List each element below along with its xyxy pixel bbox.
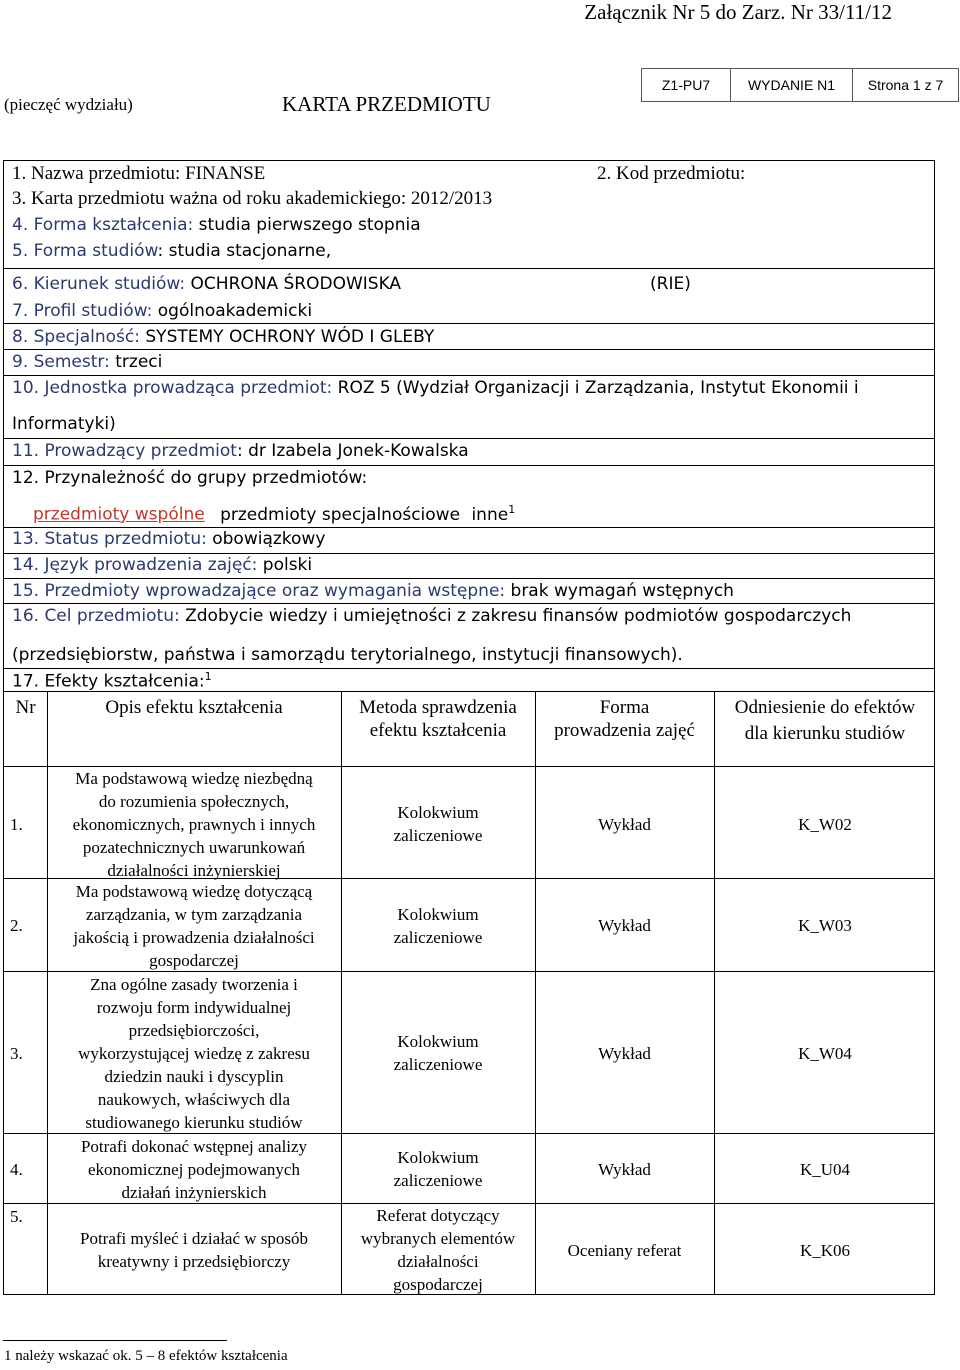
divider	[4, 578, 934, 579]
divider	[4, 375, 934, 376]
field-label: 11. Prowadzący przedmiot	[12, 441, 237, 461]
attachment-note: Załącznik Nr 5 do Zarz. Nr 33/11/12	[584, 0, 892, 24]
header-nr: Nr	[15, 697, 36, 718]
table-row	[4, 879, 934, 972]
class-form: Wykład	[598, 916, 651, 935]
field-value: OCHRONA ŚRODOWISKA	[190, 274, 402, 294]
verification-method-line: Referat dotyczący	[376, 1206, 500, 1225]
field-course-status	[12, 529, 325, 549]
document-page: Strona 1 z 7	[867, 77, 944, 93]
field-field-code: (RIE)	[650, 274, 691, 294]
field-value: ROZ 5 (Wydział Organizacji i Zarządzania, Instytut Ekonomii i	[337, 378, 859, 398]
document-edition: WYDANIE N1	[731, 69, 853, 101]
faculty-stamp-label: (pieczęć wydziału)	[4, 95, 133, 114]
verification-method-line: zaliczeniowe	[393, 826, 483, 845]
outcome-description	[47, 1134, 341, 1204]
divider	[4, 323, 934, 324]
field-label: 17. Efekty kształcenia:	[12, 671, 205, 692]
outcome-description-line: ekonomicznej podejmowanych	[88, 1159, 300, 1179]
field-unit-continued: Informatyki)	[12, 414, 116, 434]
field-value: studia pierwszego stopnia	[198, 215, 421, 235]
verification-method-line: Kolokwium	[397, 803, 479, 822]
outcome-reference: K_K06	[799, 1240, 851, 1260]
verification-method	[341, 972, 535, 1134]
field-label: 7. Profil studiów:	[12, 301, 158, 321]
field-lecturer	[12, 441, 469, 461]
field-course-group: 12. Przynależność do grupy przedmiotów:	[12, 468, 368, 488]
class-form: Oceniany referat	[567, 1240, 682, 1260]
field-value: : dr Izabela Jonek-Kowalska	[236, 441, 469, 461]
outcome-description-line: gospodarczej	[149, 950, 239, 970]
verification-method-line: Kolokwium	[397, 1148, 479, 1167]
outcome-description-line: kreatywny i przedsiębiorczy	[97, 1252, 291, 1271]
outcome-description-line: do rozumienia społecznych,	[98, 791, 290, 811]
outcome-description-line: rozwoju form indywidualnej	[96, 997, 292, 1017]
header-reference-line: Odniesienie do efektów	[734, 697, 916, 718]
field-value: obowiązkowy	[212, 529, 326, 549]
row-number: 4.	[10, 1159, 23, 1179]
outcome-reference: K_W04	[798, 1043, 852, 1063]
verification-method	[341, 1204, 535, 1296]
verification-method	[341, 1134, 535, 1204]
outcome-description-line: studiowanego kierunku studiów	[85, 1112, 303, 1132]
field-field-of-study	[12, 274, 401, 294]
row-number: 1.	[10, 814, 23, 834]
field-value: brak wymagań wstępnych	[510, 581, 734, 601]
outcome-description-line: działalności inżynierskiej	[107, 860, 281, 880]
outcome-description-line: Ma podstawową wiedzę dotyczącą	[75, 881, 313, 901]
field-learning-outcomes	[12, 670, 212, 692]
header-method	[341, 696, 535, 742]
field-prerequisites	[12, 581, 734, 601]
outcome-description-line: pozatechnicznych uwarunkowań	[82, 837, 306, 857]
header-form	[535, 696, 714, 742]
field-value: SYSTEMY OCHRONY WÓD I GLEBY	[145, 327, 435, 347]
row-number: 2.	[10, 916, 23, 935]
field-course-goal-continued: (przedsiębiorstw, państwa i samorządu terytorialnego, instytucji finansowych).	[12, 645, 683, 665]
field-label: 15. Przedmioty wprowadzające oraz wymagania wstępne:	[12, 581, 511, 601]
table-row	[4, 1134, 934, 1204]
field-label: 5. Forma studiów	[12, 241, 158, 261]
footnote: 1 należy wskazać ok. 5 – 8 efektów kształcenia	[4, 1348, 288, 1364]
field-label: 16. Cel przedmiotu:	[12, 606, 186, 626]
header-reference	[714, 696, 936, 745]
outcome-description-line: przedsiębiorczości,	[128, 1020, 260, 1040]
outcome-description-line: zarządzania, w tym zarządzania	[85, 904, 303, 924]
outcome-description-line: działań inżynierskich	[121, 1182, 267, 1202]
field-label: 13. Status przedmiotu:	[12, 529, 213, 549]
outcome-description	[47, 769, 341, 879]
table-row	[4, 1204, 934, 1296]
verification-method	[341, 879, 535, 972]
outcome-description-line: Potrafi myśleć i działać w sposób	[79, 1229, 309, 1248]
option-specialization-courses: przedmioty specjalnościowe	[220, 504, 461, 525]
field-course-goal	[12, 606, 851, 626]
field-value: : studia stacjonarne,	[157, 241, 332, 261]
footnote-ref: 1	[508, 503, 516, 516]
field-value: trzeci	[115, 352, 163, 372]
header-method-line: Metoda sprawdzenia	[359, 697, 517, 718]
class-form: Wykład	[598, 1159, 651, 1179]
outcome-description	[47, 972, 341, 1134]
outcome-description-line: jakością i prowadzenia działalności	[73, 927, 315, 947]
verification-method-line: zaliczeniowe	[393, 1171, 483, 1190]
verification-method-line: gospodarczej	[393, 1275, 483, 1294]
outcome-description-line: naukowych, właściwych dla	[97, 1089, 291, 1109]
outcome-reference: K_W02	[798, 814, 852, 834]
field-education-form	[12, 215, 421, 235]
field-specialization	[12, 327, 434, 347]
outcome-description-line: wykorzystującej wiedzę z zakresu	[78, 1043, 310, 1063]
header-description: Opis efektu kształcenia	[105, 697, 283, 718]
field-course-name	[12, 163, 265, 185]
field-value: polski	[262, 555, 313, 575]
field-label: 9. Semestr:	[12, 352, 116, 372]
outcome-description-line: Potrafi dokonać wstępnej analizy	[80, 1136, 308, 1156]
verification-method-line: Kolokwium	[397, 904, 479, 924]
field-semester	[12, 352, 162, 372]
learning-outcomes-table	[3, 691, 935, 1295]
header-reference-line: dla kierunku studiów	[744, 723, 906, 744]
class-form: Wykład	[598, 814, 651, 834]
outcome-description-line: ekonomicznych, prawnych i innych	[72, 814, 316, 834]
verification-method-line: działalności	[397, 1252, 479, 1271]
field-course-code: 2. Kod przedmiotu:	[597, 163, 746, 184]
document-code: Z1-PU7	[642, 69, 731, 101]
verification-method	[341, 769, 535, 879]
divider	[4, 668, 934, 669]
option-other: inne	[471, 504, 509, 525]
header-form-line: Forma	[599, 697, 650, 718]
verification-method-line: zaliczeniowe	[393, 927, 483, 947]
option-common-courses: przedmioty wspólne	[33, 504, 205, 525]
field-label: 4. Forma kształcenia:	[12, 215, 199, 235]
outcome-description-line: dziedzin nauki i dyscyplin	[104, 1066, 284, 1086]
footnote-separator	[3, 1340, 227, 1341]
verification-method-line: Kolokwium	[397, 1032, 479, 1051]
table-row	[4, 769, 934, 879]
field-unit	[12, 378, 859, 398]
header-method-line: efektu kształcenia	[369, 720, 507, 741]
verification-method-line: wybranych elementów	[360, 1229, 516, 1248]
field-label: 6. Kierunek studiów:	[12, 274, 191, 294]
row-number: 5.	[10, 1207, 23, 1226]
course-group-options	[33, 503, 515, 525]
divider	[4, 553, 934, 554]
outcome-description	[47, 1204, 341, 1296]
document-code-box	[641, 68, 959, 102]
divider	[4, 349, 934, 350]
verification-method-line: zaliczeniowe	[393, 1055, 483, 1074]
header-form-line: prowadzenia zajęć	[554, 720, 695, 741]
field-label: 14. Język prowadzenia zajęć:	[12, 555, 263, 575]
field-valid-year: 3. Karta przedmiotu ważna od roku akademickiego: 2012/2013	[12, 188, 493, 209]
divider	[4, 603, 934, 604]
divider	[4, 465, 934, 466]
field-value: FINANSE	[185, 163, 266, 184]
field-study-form	[12, 241, 331, 261]
table-row	[4, 972, 934, 1134]
outcome-reference: K_U04	[799, 1159, 851, 1179]
outcome-description	[47, 879, 341, 972]
field-value: Zdobycie wiedzy i umiejętności z zakresu finansów podmiotów gospodarczych	[185, 606, 852, 626]
field-language	[12, 555, 312, 575]
divider	[4, 438, 934, 439]
divider	[4, 268, 934, 269]
field-label: 8. Specjalność:	[12, 327, 146, 347]
divider	[4, 527, 934, 528]
field-label: 10. Jednostka prowadząca przedmiot:	[12, 378, 338, 398]
field-label: 1. Nazwa przedmiotu:	[12, 163, 186, 184]
outcome-description-line: Ma podstawową wiedzę niezbędną	[75, 768, 313, 788]
outcome-description-line: Zna ogólne zasady tworzenia i	[90, 974, 298, 994]
field-study-profile	[12, 301, 312, 321]
field-value: ogólnoakademicki	[157, 301, 313, 321]
row-number: 3.	[10, 1043, 23, 1063]
footnote-ref: 1	[204, 670, 212, 683]
class-form: Wykład	[598, 1043, 651, 1063]
outcome-reference: K_W03	[798, 916, 852, 935]
document-title: KARTA PRZEDMIOTU	[282, 92, 491, 116]
course-info-box	[3, 160, 935, 692]
